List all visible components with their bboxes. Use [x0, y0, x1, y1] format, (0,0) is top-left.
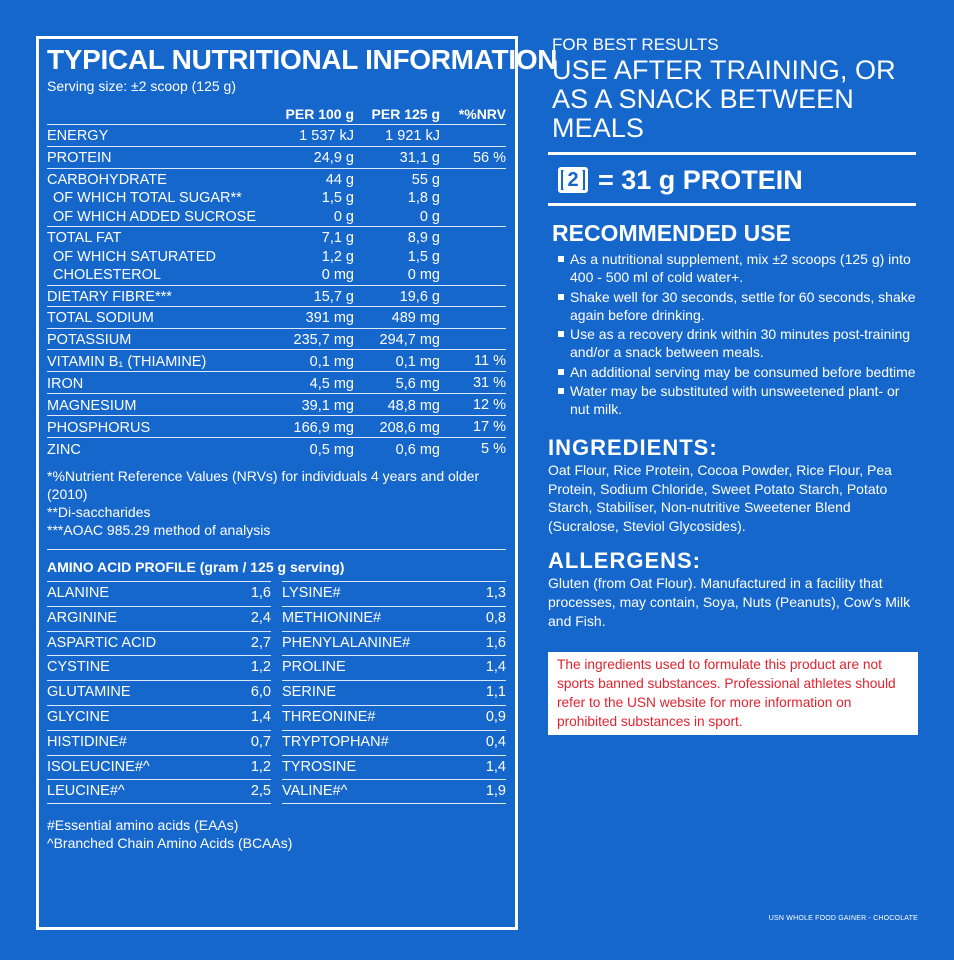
- amino-table: [47, 581, 506, 804]
- amino-value: 1,3: [485, 585, 506, 601]
- nutrition-row: [47, 168, 506, 227]
- bullet-square-icon: [558, 294, 564, 300]
- usage-headline: USE AFTER TRAINING, OR AS A SNACK BETWEEN MEALS: [552, 55, 896, 143]
- per125-value-value: 0,1 mg: [395, 353, 440, 370]
- per125-value-value: 0 mg: [407, 267, 440, 283]
- nutrition-row: [47, 226, 506, 285]
- recommended-use-item: [556, 382, 916, 418]
- amino-value: 6,0: [250, 684, 271, 701]
- per100-value: [258, 149, 354, 168]
- per100-value-value: 0,5 mg: [309, 441, 354, 458]
- amino-value: 1,1: [485, 684, 506, 701]
- nrv-value: 31 %: [472, 375, 506, 391]
- bullet-square-icon: [558, 256, 564, 262]
- per100-value: [258, 353, 354, 372]
- nutrient-name-value: TOTAL FAT: [47, 230, 122, 246]
- nutrient-name: [47, 353, 258, 372]
- nutrient-name-value: VITAMIN B₁ (THIAMINE): [47, 353, 207, 370]
- bullet-square-icon: [558, 331, 564, 337]
- nutrient-name-value: POTASSIUM: [47, 331, 132, 348]
- amino-row: [47, 606, 271, 631]
- amino-name: METHIONINE#: [282, 609, 382, 626]
- bullet-square-icon: [558, 369, 564, 375]
- amino-right-column: [282, 581, 506, 804]
- recommended-use-item: [556, 250, 916, 286]
- amino-row: [47, 755, 271, 780]
- amino-title: AMINO ACID PROFILE (gram / 125 g serving): [47, 549, 506, 581]
- nutrition-footnotes: [47, 467, 506, 539]
- amino-value: 0,8: [485, 609, 506, 626]
- divider: [548, 152, 916, 155]
- nutrition-row: [47, 306, 506, 328]
- per125-value: [354, 171, 440, 227]
- footnote-aoac: ***AOAC 985.29 method of analysis: [47, 522, 271, 538]
- nutrient-name: [47, 375, 258, 394]
- amino-value: 1,2: [250, 758, 271, 775]
- allergens-text: Gluten (from Oat Flour). Manufactured in a facility that processes, may contain, Soya, Nuts (Peanuts), Cow's Milk and Fish.: [548, 575, 911, 629]
- nutrient-name: [47, 229, 258, 285]
- recommended-use-list: [556, 250, 916, 418]
- nutrient-name-value: OF WHICH TOTAL SUGAR**: [53, 190, 242, 206]
- nutrition-panel: [36, 36, 558, 930]
- nrv-value: 5 %: [481, 441, 506, 457]
- per125-value-value: 294,7 mg: [379, 331, 440, 348]
- amino-row: [47, 779, 271, 804]
- nutrient-name-value: CHOLESTEROL: [53, 267, 161, 283]
- per100-value-value: 1,2 g: [321, 248, 354, 265]
- per125-value: [354, 288, 440, 307]
- scoop-count: 2: [563, 170, 583, 190]
- per100-value: [258, 309, 354, 328]
- per125-value-value: 1,8 g: [407, 190, 440, 206]
- per125-value: [354, 127, 440, 146]
- banned-substances-warning: The ingredients used to formulate this product are not sports banned substances. Professional athletes should refer to the USN website for more information on prohibited substances in sport.: [548, 652, 918, 735]
- per100-value: [258, 397, 354, 416]
- per125-value-value: 5,6 mg: [395, 375, 440, 392]
- nutrient-name: [47, 127, 258, 146]
- footnote-disaccharides: **Di-saccharides: [47, 504, 151, 520]
- amino-left-column: [47, 581, 271, 804]
- amino-row: [282, 730, 506, 755]
- scoop-icon: [558, 167, 588, 193]
- amino-row: [47, 581, 271, 606]
- nutrition-row: [47, 415, 506, 437]
- amino-value: 1,4: [250, 708, 271, 725]
- amino-row: [282, 680, 506, 705]
- per100-value-value: 1,5 g: [321, 190, 354, 206]
- amino-row: [282, 631, 506, 656]
- amino-value: 2,7: [250, 634, 271, 651]
- amino-value: 1,6: [250, 585, 271, 601]
- amino-row: [282, 581, 506, 606]
- footnote-nrv: *%Nutrient Reference Values (NRVs) for individuals 4 years and older (2010): [47, 468, 480, 502]
- header-per100: PER 100 g: [285, 106, 354, 122]
- per100-value-value: 24,9 g: [313, 150, 354, 166]
- nutrition-row: [47, 437, 506, 459]
- per125-value-value: 489 mg: [391, 310, 440, 326]
- per100-value: [258, 229, 354, 285]
- nutrition-row: [47, 371, 506, 393]
- amino-name: VALINE#^: [282, 783, 348, 800]
- best-results-kicker: FOR BEST RESULTS: [552, 35, 719, 54]
- ingredients-title: INGREDIENTS:: [548, 435, 718, 460]
- per125-value-value: 1 921 kJ: [385, 128, 440, 144]
- per125-value-value: 208,6 mg: [379, 419, 440, 436]
- per125-value: [354, 419, 440, 438]
- amino-footnotes: [47, 816, 506, 852]
- nutrient-name-value: ENERGY: [47, 128, 109, 144]
- nrv-value: 11 %: [474, 353, 506, 369]
- nutrient-name-value: OF WHICH SATURATED: [53, 248, 216, 265]
- nutrient-name-value: TOTAL SODIUM: [47, 310, 154, 326]
- amino-name: ISOLEUCINE#^: [47, 758, 150, 775]
- amino-name: PHENYLALANINE#: [282, 634, 411, 651]
- per100-value-value: 0 mg: [321, 267, 354, 283]
- amino-row: [47, 680, 271, 705]
- nutrition-row: [47, 146, 506, 168]
- amino-name: ALANINE: [47, 585, 110, 601]
- header-nrv: *%NRV: [458, 106, 506, 122]
- amino-name: LEUCINE#^: [47, 783, 125, 800]
- amino-row: [282, 606, 506, 631]
- amino-name: GLUTAMINE: [47, 684, 131, 701]
- nutrient-name-value: IRON: [47, 375, 84, 392]
- recommended-use-item: [556, 325, 916, 361]
- per100-value-value: 0 g: [333, 208, 354, 225]
- per100-value: [258, 288, 354, 307]
- per125-value: [354, 229, 440, 285]
- per125-value-value: 31,1 g: [399, 150, 440, 166]
- amino-row: [282, 779, 506, 804]
- nutrient-name-value: MAGNESIUM: [47, 397, 137, 414]
- amino-name: SERINE: [282, 684, 336, 701]
- allergens-title: ALLERGENS:: [548, 548, 701, 574]
- amino-value: 1,4: [485, 659, 506, 676]
- per125-value: [354, 397, 440, 416]
- per100-value-value: 44 g: [325, 171, 354, 188]
- per125-value-value: 48,8 mg: [387, 397, 440, 414]
- per125-value: [354, 375, 440, 394]
- protein-amount: = 31 g PROTEIN: [598, 164, 803, 195]
- per125-value-value: 1,5 g: [407, 248, 440, 265]
- per100-value-value: 7,1 g: [321, 230, 354, 246]
- recommended-use-title: RECOMMENDED USE: [552, 220, 791, 246]
- amino-row: [47, 631, 271, 656]
- per125-value: [354, 441, 440, 460]
- per100-value: [258, 375, 354, 394]
- amino-value: 2,5: [250, 783, 271, 800]
- nutrition-rows: [47, 124, 506, 459]
- nutrient-name: [47, 331, 258, 350]
- amino-value: 0,7: [250, 733, 271, 750]
- nutrient-name: [47, 288, 258, 307]
- ingredients-text: Oat Flour, Rice Protein, Cocoa Powder, Rice Flour, Pea Protein, Sodium Chloride, Sweet Potato Starch, Potato Starch, Stabiliser, Non-nutritive Sweetener Blend (Sucralose, Steviol Glycosides).: [548, 462, 892, 534]
- footnote-eaa: #Essential amino acids (EAAs): [47, 817, 239, 834]
- per100-value-value: 166,9 mg: [293, 419, 354, 436]
- per100-value-value: 235,7 mg: [293, 331, 354, 348]
- nutrient-name-value: PROTEIN: [47, 150, 112, 166]
- amino-name: TRYPTOPHAN#: [282, 733, 389, 750]
- nutrient-name: [47, 397, 258, 416]
- per100-value: [258, 127, 354, 146]
- per125-value-value: 0,6 mg: [395, 441, 440, 458]
- nrv-value: 12 %: [472, 397, 506, 413]
- amino-row: [47, 730, 271, 755]
- product-label: USN WHOLE FOOD GAINER - CHOCOLATE: [768, 915, 918, 922]
- amino-row: [47, 655, 271, 680]
- bullet-square-icon: [558, 388, 564, 394]
- per100-value-value: 0,1 mg: [309, 353, 354, 370]
- nutrition-title: TYPICAL NUTRITIONAL INFORMATION: [47, 44, 558, 75]
- per125-value: [354, 149, 440, 168]
- nutrient-name-value: DIETARY FIBRE***: [47, 288, 172, 305]
- per100-value-value: 39,1 mg: [301, 397, 354, 414]
- per125-value-value: 0 g: [419, 208, 440, 225]
- amino-value: 2,4: [250, 609, 271, 626]
- serving-size: Serving size: ±2 scoop (125 g): [47, 78, 236, 94]
- nutrition-row: [47, 285, 506, 307]
- amino-value: 1,2: [250, 659, 271, 676]
- recommended-use-text: An additional serving may be consumed before bedtime: [570, 363, 916, 380]
- per100-value-value: 1 537 kJ: [299, 128, 354, 144]
- recommended-use-text: Shake well for 30 seconds, settle for 60 seconds, shake again before drinking.: [570, 288, 916, 323]
- per100-value: [258, 331, 354, 350]
- per125-value: [354, 309, 440, 328]
- per100-value: [258, 441, 354, 460]
- footnote-bcaa: ^Branched Chain Amino Acids (BCAAs): [47, 835, 293, 852]
- nutrition-row: [47, 393, 506, 415]
- recommended-use-item: [556, 363, 916, 381]
- per125-value-value: 55 g: [411, 171, 440, 188]
- nutrient-name-value: CARBOHYDRATE: [47, 171, 167, 188]
- amino-name: THREONINE#: [282, 708, 376, 725]
- per125-value: [354, 353, 440, 372]
- recommended-use-item: [556, 288, 916, 324]
- amino-row: [47, 705, 271, 730]
- nutrient-name: [47, 149, 258, 168]
- amino-name: LYSINE#: [282, 585, 341, 601]
- amino-row: [282, 755, 506, 780]
- amino-name: TYROSINE: [282, 758, 357, 775]
- amino-value: 0,9: [485, 708, 506, 725]
- divider: [548, 203, 916, 206]
- amino-value: 1,4: [485, 758, 506, 775]
- nutrient-name-value: ZINC: [47, 441, 81, 458]
- amino-name: HISTIDINE#: [47, 733, 127, 750]
- nrv-value: 56 %: [472, 149, 506, 166]
- amino-name: GLYCINE: [47, 708, 110, 725]
- nutrition-row: [47, 328, 506, 350]
- usage-column: [548, 36, 916, 735]
- amino-value: 0,4: [485, 733, 506, 750]
- recommended-use-text: Use as a recovery drink within 30 minutes post-training and/or a snack between meals.: [570, 326, 911, 360]
- nutrient-name: [47, 419, 258, 438]
- nutrition-row: [47, 124, 506, 146]
- header-per125: PER 125 g: [371, 106, 440, 122]
- nutrient-name-value: PHOSPHORUS: [47, 419, 151, 436]
- nutrition-row: [47, 349, 506, 371]
- nutrition-header-row: [47, 102, 506, 124]
- per100-value: [258, 171, 354, 227]
- per125-value-value: 19,6 g: [399, 288, 440, 305]
- per100-value-value: 15,7 g: [313, 288, 354, 305]
- amino-name: PROLINE: [282, 659, 346, 676]
- amino-row: [282, 655, 506, 680]
- per125-value-value: 8,9 g: [407, 230, 440, 246]
- nutrient-name-value: OF WHICH ADDED SUCROSE: [53, 208, 257, 225]
- recommended-use-text: As a nutritional supplement, mix ±2 scoops (125 g) into 400 - 500 ml of cold water+.: [570, 251, 911, 285]
- amino-value: 1,9: [485, 783, 506, 800]
- amino-row: [282, 705, 506, 730]
- protein-callout: [548, 159, 916, 201]
- amino-name: CYSTINE: [47, 659, 110, 676]
- amino-value: 1,6: [485, 634, 506, 651]
- nutrient-name: [47, 441, 258, 460]
- nutrient-name: [47, 309, 258, 328]
- amino-name: ASPARTIC ACID: [47, 634, 157, 651]
- recommended-use-text: Water may be substituted with unsweetened plant- or nut milk.: [570, 383, 900, 417]
- per100-value-value: 391 mg: [305, 310, 354, 326]
- per100-value: [258, 419, 354, 438]
- amino-name: ARGININE: [47, 609, 118, 626]
- per100-value-value: 4,5 mg: [309, 375, 354, 392]
- per125-value: [354, 331, 440, 350]
- nrv-value: 17 %: [472, 419, 506, 435]
- nutrient-name: [47, 171, 258, 227]
